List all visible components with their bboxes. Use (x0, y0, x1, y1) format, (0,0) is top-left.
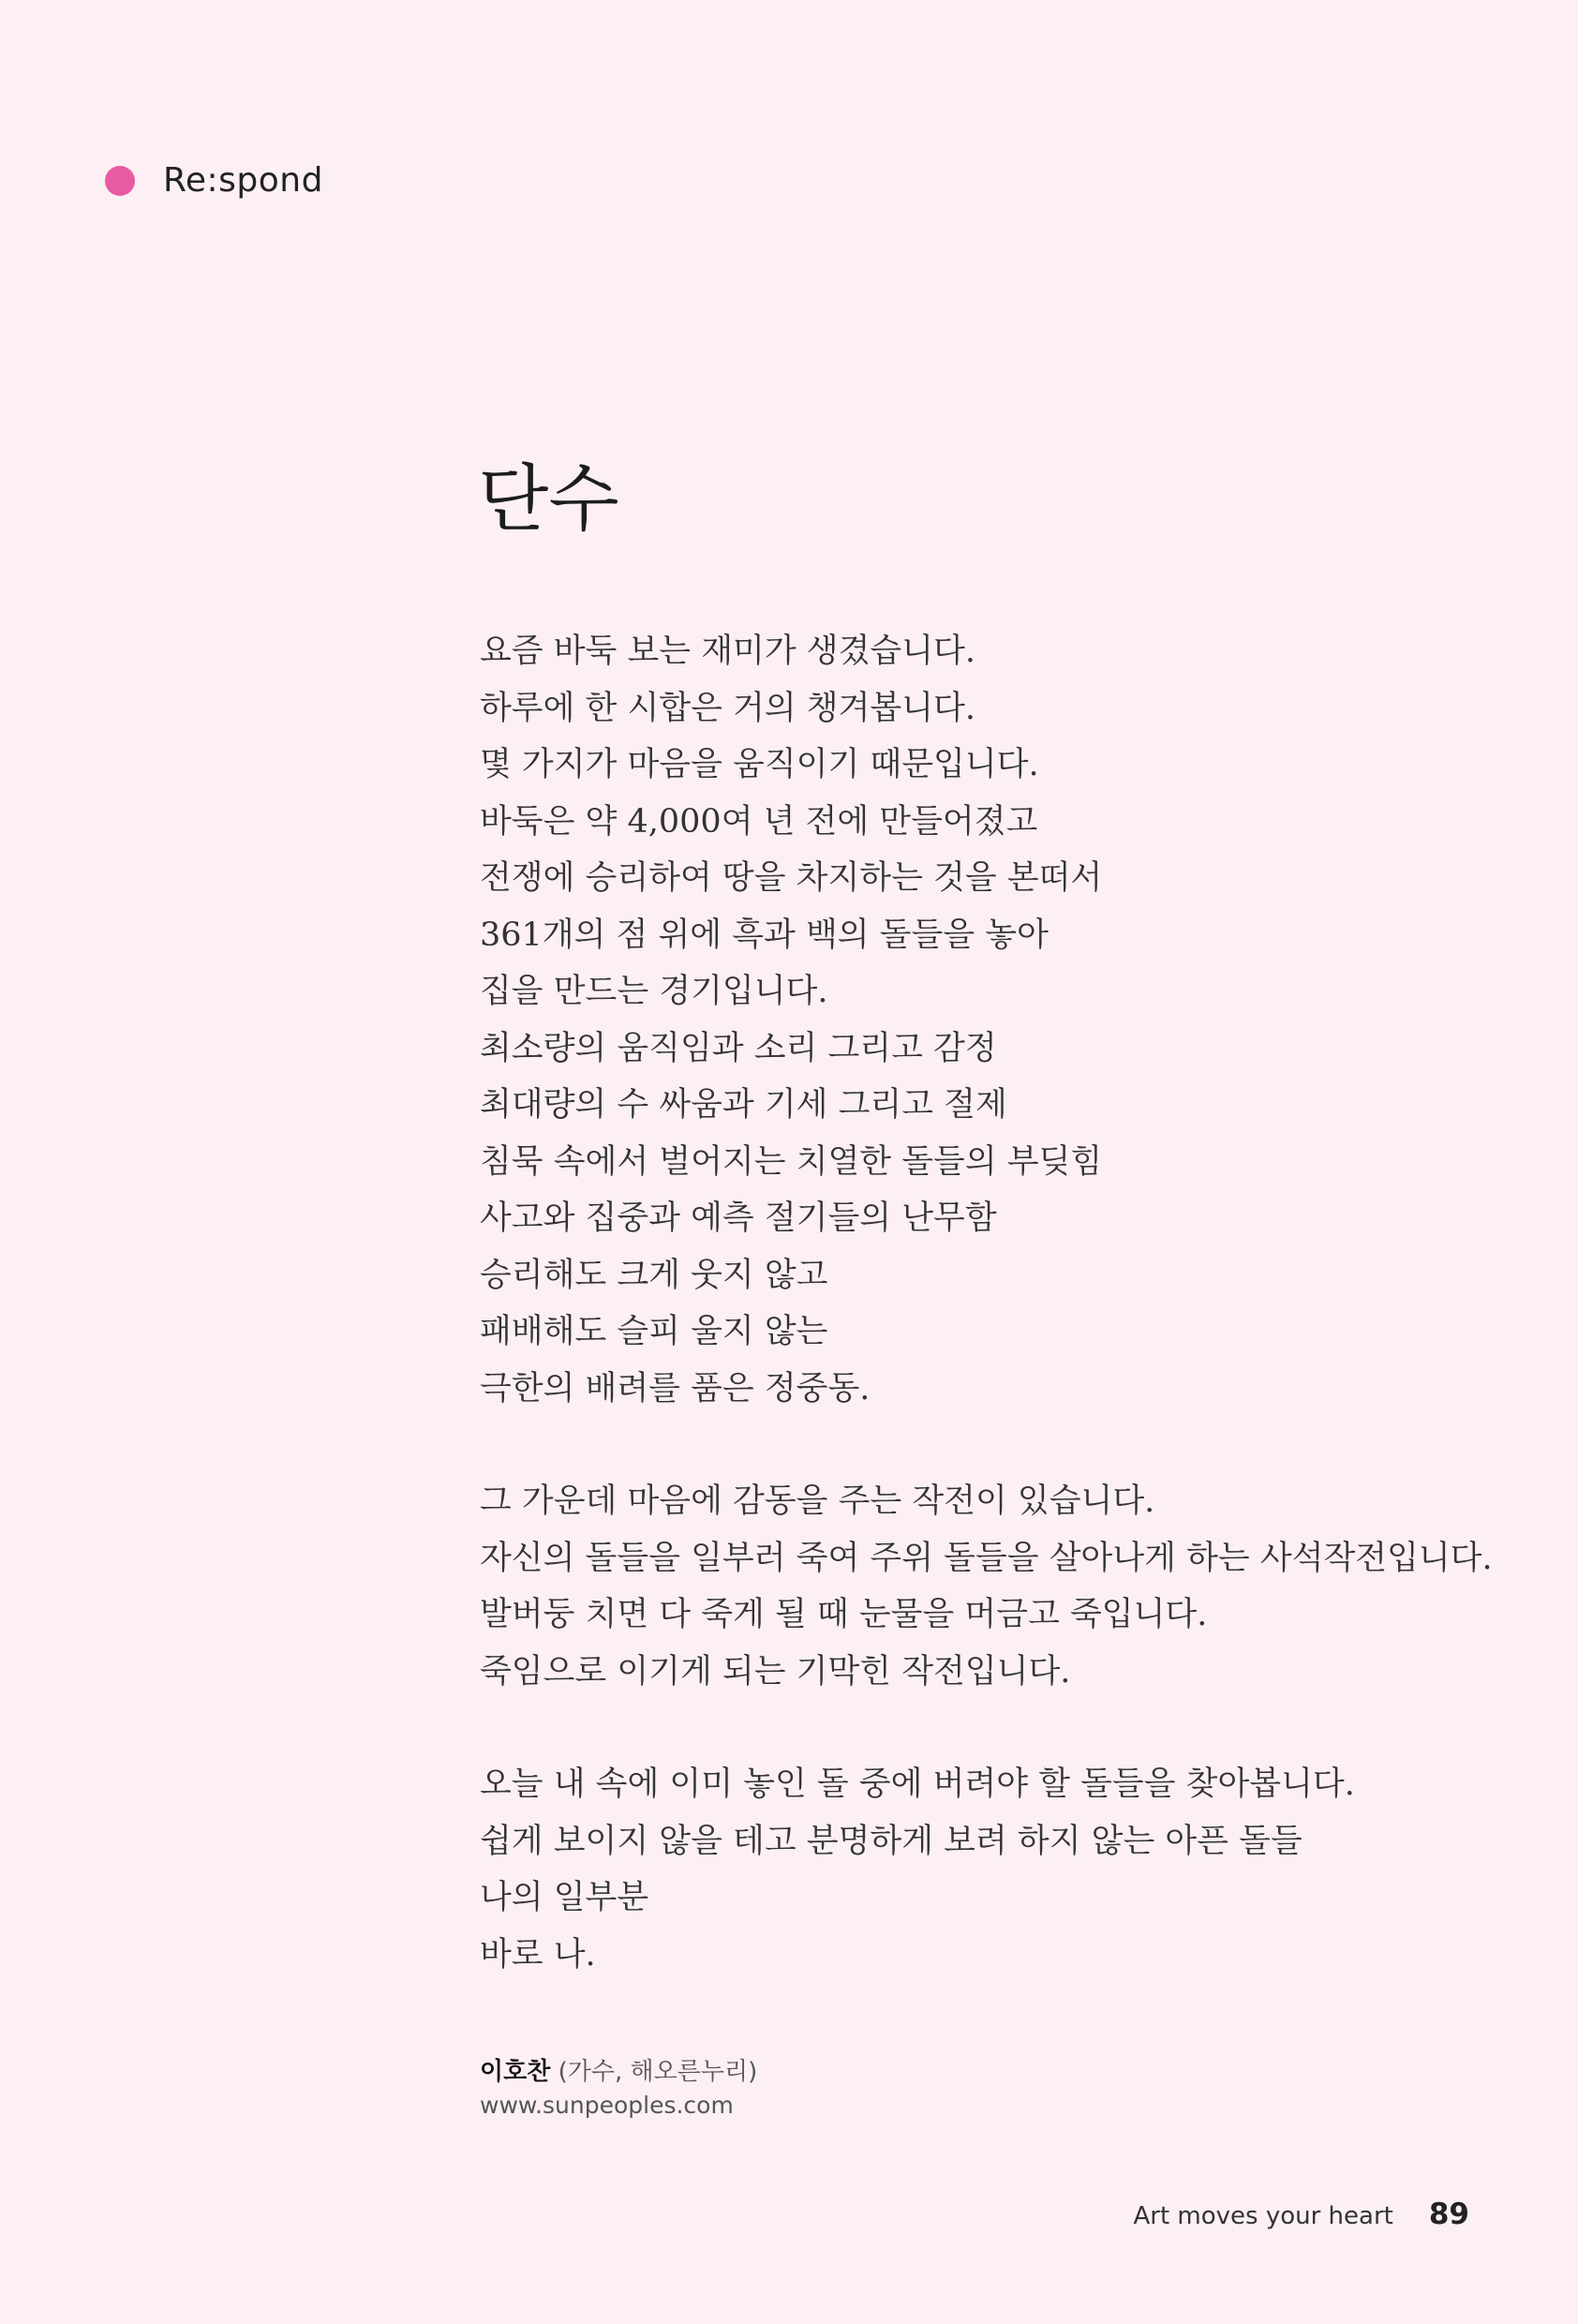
poem-line: 쉽게 보이지 않을 테고 분명하게 보려 하지 않는 아픈 돌들 (480, 1822, 1303, 1860)
author-name: 이호찬 (480, 2058, 551, 2086)
poem-line: 자신의 돌들을 일부러 죽여 주위 돌들을 살아나게 하는 사석작전입니다. (480, 1539, 1493, 1577)
pink-bullet-icon (105, 166, 135, 196)
poem-line: 몇 가지가 마음을 움직이기 때문입니다. (480, 746, 1039, 783)
author-url: www.sunpeoples.com (480, 2092, 734, 2119)
poem-line: 극한의 배려를 품은 정중동. (480, 1369, 871, 1408)
poem-line: 전쟁에 승리하여 땅을 차지하는 것을 본떠서 (480, 859, 1103, 897)
poem-line: 집을 만드는 경기입니다. (480, 973, 828, 1010)
poem-line: 그 가운데 마음에 감동을 주는 작전이 있습니다. (480, 1482, 1155, 1520)
author-role: (가수, 해오른누리) (558, 2058, 758, 2086)
poem-line: 최대량의 수 싸움과 기세 그리고 절제 (480, 1086, 1007, 1124)
footer-tagline: Art moves your heart (1133, 2202, 1393, 2230)
poem-line: 승리해도 크게 웃지 않고 (480, 1256, 828, 1294)
poem-line: 요즘 바둑 보는 재미가 생겼습니다. (480, 633, 975, 670)
poem-line: 하루에 한 시합은 거의 챙겨봅니다. (480, 689, 975, 727)
page-footer (1133, 2197, 1469, 2231)
section-header (105, 161, 323, 200)
poem-line: 나의 일부분 (480, 1879, 649, 1916)
stanza-1 (480, 623, 1529, 1417)
poem-line: 발버둥 치면 다 죽게 될 때 눈물을 머금고 죽입니다. (480, 1596, 1208, 1633)
poem-line: 죽임으로 이기게 되는 기막힌 작전입니다. (480, 1652, 1071, 1691)
author-credit (480, 2052, 757, 2087)
poem-line: 사고와 집중과 예측 절기들의 난무함 (480, 1199, 997, 1237)
poem-body (480, 623, 1529, 2039)
poem-line: 바로 나. (480, 1935, 596, 1974)
stanza-3 (480, 1756, 1529, 1983)
page-number: 89 (1428, 2197, 1469, 2231)
poem-title: 단수 (478, 457, 619, 542)
poem-line: 최소량의 움직임과 소리 그리고 감정 (480, 1029, 997, 1067)
poem-line: 패배해도 슬피 울지 않는 (480, 1313, 828, 1350)
poem-line: 오늘 내 속에 이미 놓인 돌 중에 버려야 할 돌들을 찾아봅니다. (480, 1765, 1355, 1803)
section-label: Re:spond (163, 161, 323, 200)
poem-line: 바둑은 약 4,000여 년 전에 만들어졌고 (480, 802, 1038, 841)
poem-line: 361개의 점 위에 흑과 백의 돌들을 놓아 (480, 916, 1049, 954)
stanza-2 (480, 1473, 1529, 1700)
poem-line: 침묵 속에서 벌어지는 치열한 돌들의 부딪힘 (480, 1142, 1103, 1181)
